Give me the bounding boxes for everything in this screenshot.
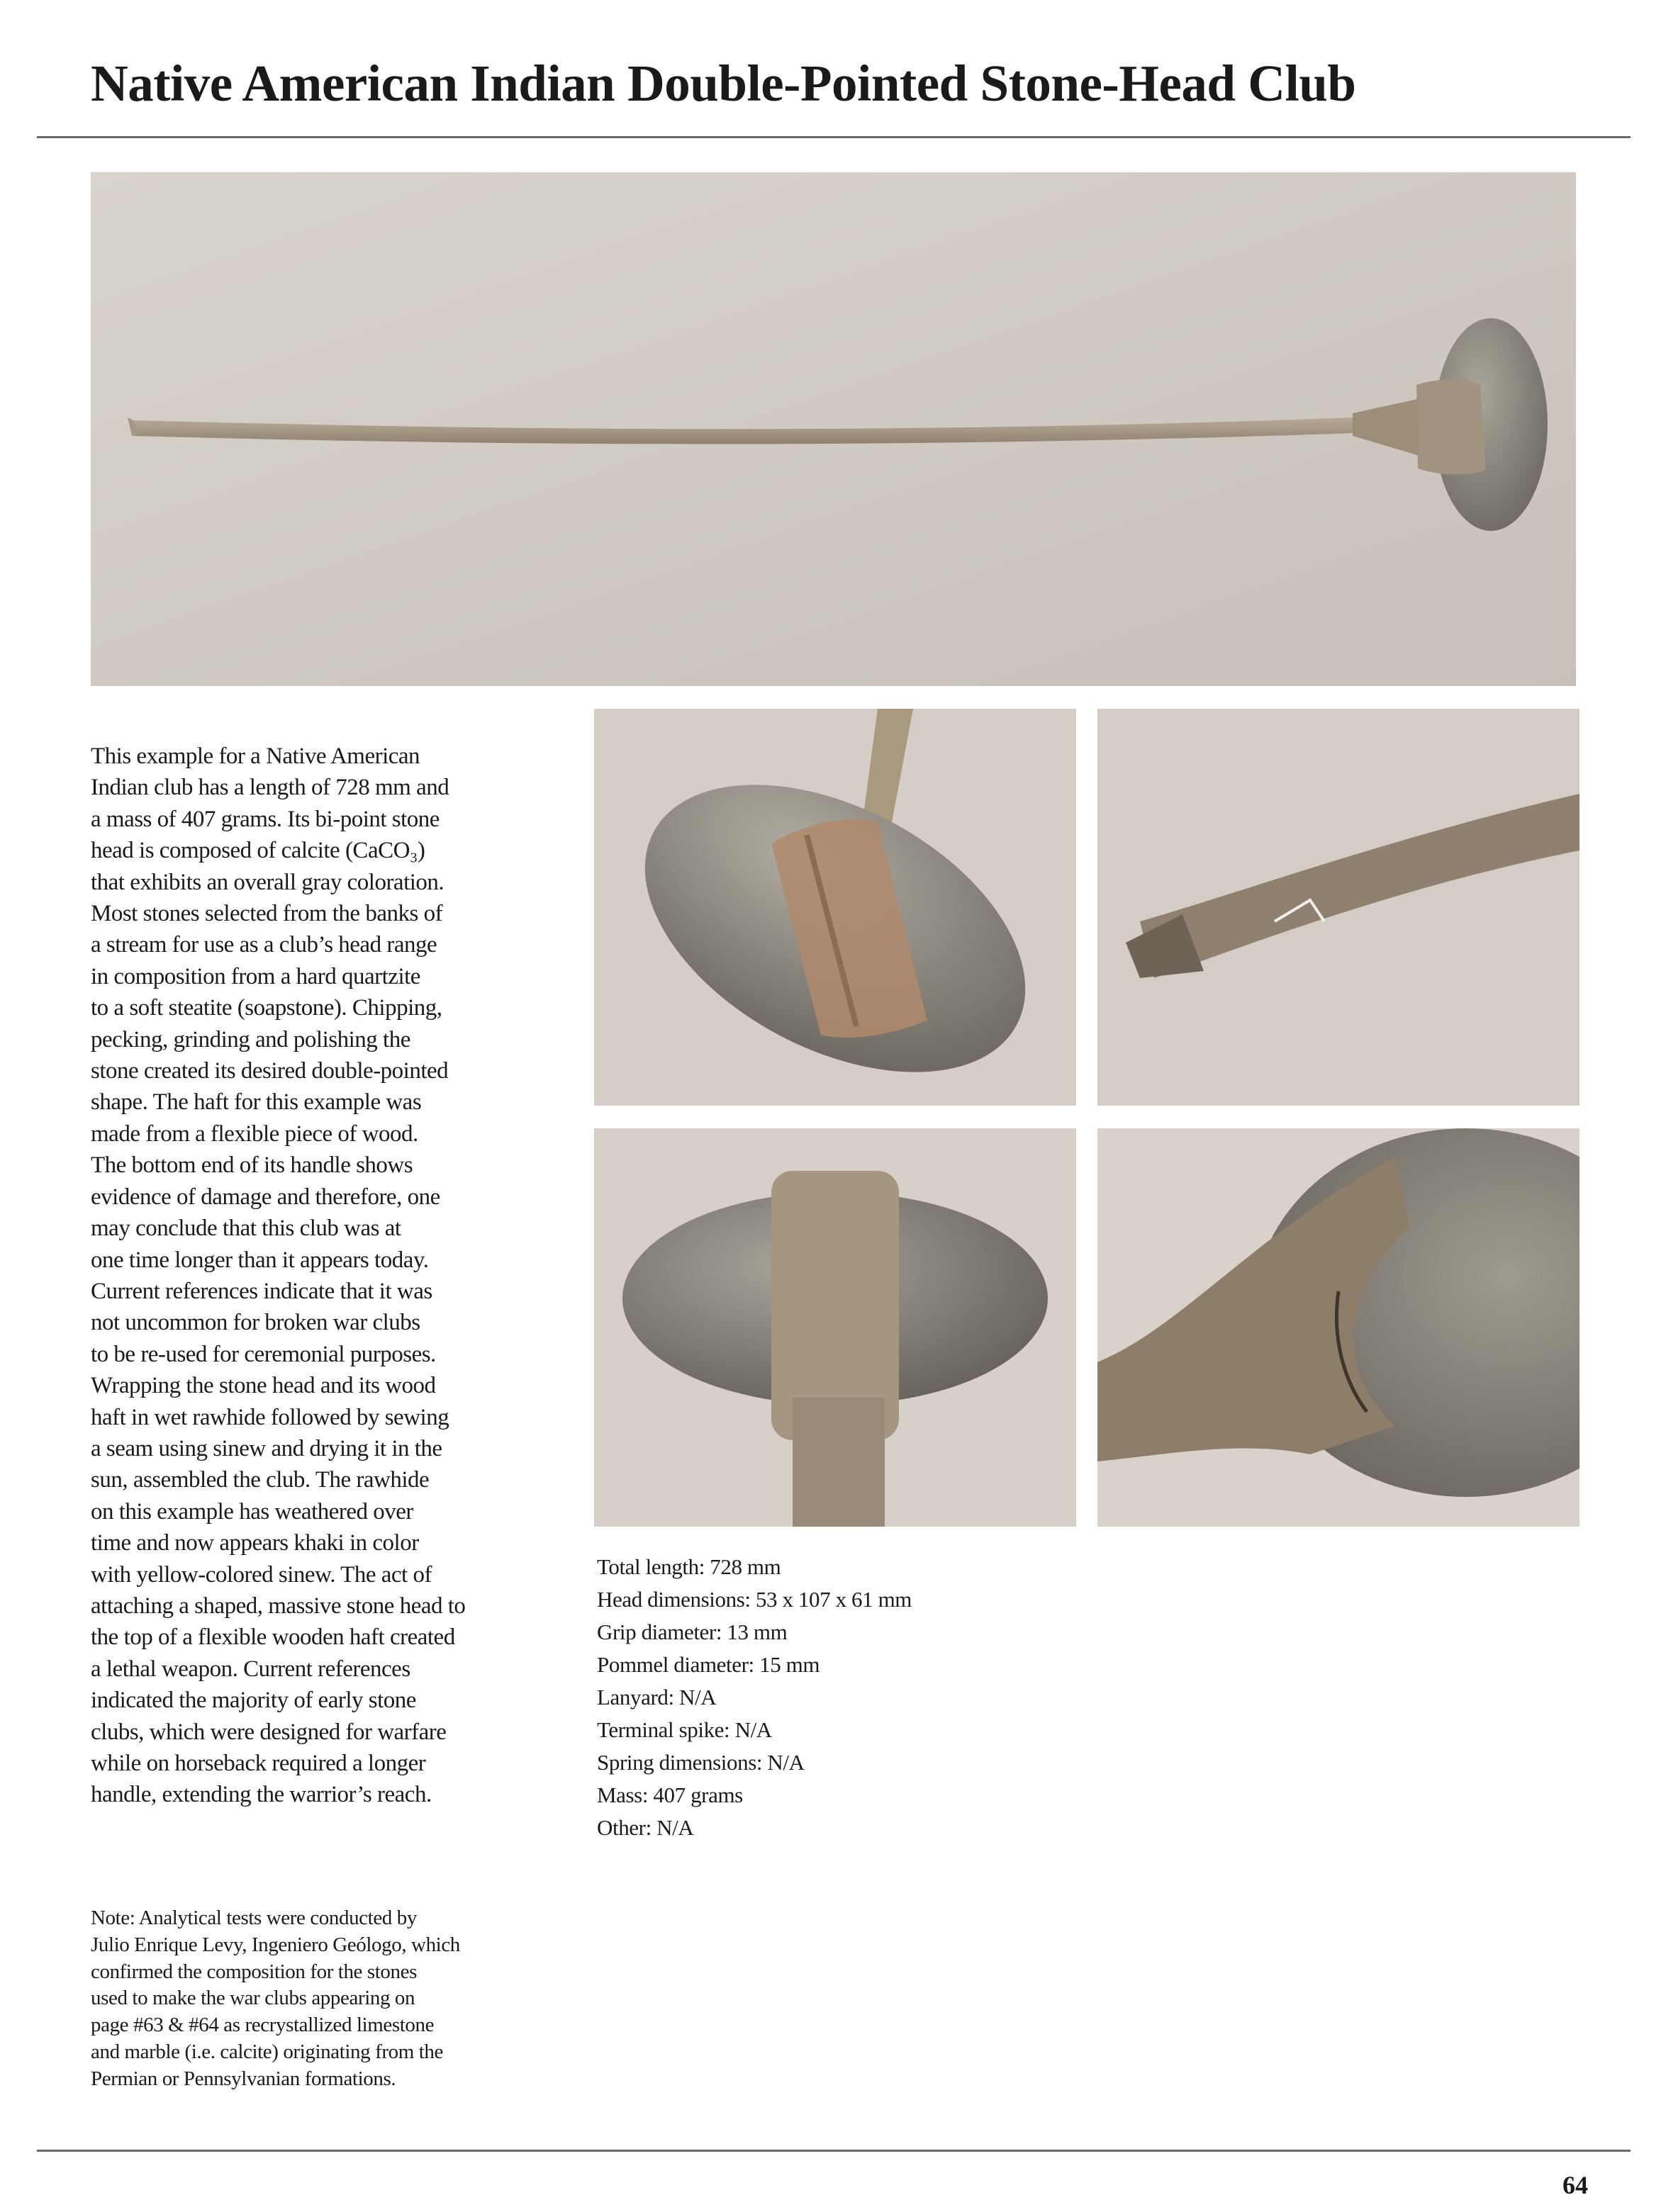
description-line: that exhibits an overall gray coloration.: [91, 869, 445, 895]
footer-rule: [37, 2150, 1631, 2152]
photo-head-angled: [594, 709, 1076, 1106]
description-line: clubs, which were designed for warfare: [91, 1719, 447, 1745]
description-line: head is composed of calcite (CaCO₃): [91, 838, 425, 864]
head-front-illustration: [594, 1128, 1076, 1527]
note-line: confirmed the composition for the stones: [91, 1960, 417, 1983]
spec-pommel-diameter: Pommel diameter: 15 mm: [597, 1652, 820, 1677]
note-line: and marble (i.e. calcite) originating from the: [91, 2040, 443, 2063]
description-line: on this example has weathered over: [91, 1498, 413, 1525]
description-line: a stream for use as a club’s head range: [91, 932, 437, 958]
description-line: a seam using sinew and drying it in the: [91, 1435, 442, 1461]
description-line: may conclude that this club was at: [91, 1216, 401, 1242]
note-line: used to make the war clubs appearing on: [91, 1987, 415, 2010]
spec-lanyard: Lanyard: N/A: [597, 1685, 717, 1709]
photo-full-club: [91, 172, 1576, 686]
description-line: in composition from a hard quartzite: [91, 963, 420, 989]
note-line: Permian or Pennsylvanian formations.: [91, 2067, 396, 2090]
description-line: This example for a Native American: [91, 743, 420, 769]
description-line: not uncommon for broken war clubs: [91, 1310, 420, 1336]
spec-head-dimensions: Head dimensions: 53 x 107 x 61 mm: [597, 1587, 912, 1612]
description-line: to be re-used for ceremonial purposes.: [91, 1341, 436, 1367]
description-line: a lethal weapon. Current references: [91, 1656, 410, 1682]
description-line: pecking, grinding and polishing the: [91, 1026, 410, 1052]
description-line: Indian club has a length of 728 mm and: [91, 775, 449, 801]
description-line: haft in wet rawhide followed by sewing: [91, 1404, 449, 1430]
photo-head-front: [594, 1128, 1076, 1527]
description-text: [91, 741, 559, 1811]
description-line: The bottom end of its handle shows: [91, 1152, 413, 1179]
description-line: while on horseback required a longer: [91, 1751, 426, 1776]
note-line: page #63 & #64 as recrystallized limestone: [91, 2014, 435, 2037]
description-line: shape. The haft for this example was: [91, 1089, 422, 1116]
description-line: with yellow-colored sinew. The act of: [91, 1561, 432, 1588]
head-angled-illustration: [594, 709, 1076, 1106]
seam-detail-illustration: [1097, 1128, 1580, 1527]
description-line: to a soft steatite (soapstone). Chipping,: [91, 995, 442, 1021]
note-line: Note: Analytical tests were conducted by: [91, 1907, 417, 1929]
note-line: Julio Enrique Levy, Ingeniero Geólogo, which: [91, 1933, 460, 1956]
club-illustration: [91, 172, 1576, 686]
handle-end-illustration: [1097, 709, 1580, 1106]
specifications-list: [597, 1551, 1093, 1844]
description-line: evidence of damage and therefore, one: [91, 1184, 440, 1210]
description-line: sun, assembled the club. The rawhide: [91, 1467, 430, 1493]
description-line: made from a flexible piece of wood.: [91, 1121, 418, 1147]
description-line: the top of a flexible wooden haft created: [91, 1624, 455, 1651]
photo-seam-detail: [1097, 1128, 1580, 1527]
description-line: stone created its desired double-pointed: [91, 1058, 449, 1084]
description-line: a mass of 407 grams. Its bi-point stone: [91, 806, 440, 832]
header-rule: [37, 136, 1631, 138]
description-line: attaching a shaped, massive stone head to: [91, 1593, 466, 1619]
page-number: 64: [1562, 2171, 1588, 2199]
description-line: Wrapping the stone head and its wood: [91, 1373, 436, 1399]
analysis-note: [91, 1905, 559, 2093]
spec-spring-dimensions: Spring dimensions: N/A: [597, 1750, 805, 1775]
description-line: time and now appears khaki in color: [91, 1530, 419, 1556]
description-line: Most stones selected from the banks of: [91, 901, 443, 927]
description-line: handle, extending the warrior’s reach.: [91, 1782, 432, 1808]
description-line: Current references indicate that it was: [91, 1278, 432, 1304]
description-line: indicated the majority of early stone: [91, 1688, 416, 1714]
spec-other: Other: N/A: [597, 1815, 694, 1840]
description-line: one time longer than it appears today.: [91, 1247, 429, 1273]
spec-grip-diameter: Grip diameter: 13 mm: [597, 1619, 788, 1644]
photo-handle-end: [1097, 709, 1580, 1106]
spec-total-length: Total length: 728 mm: [597, 1554, 781, 1579]
spec-mass: Mass: 407 grams: [597, 1782, 743, 1807]
spec-terminal-spike: Terminal spike: N/A: [597, 1717, 772, 1742]
page-title: Native American Indian Double-Pointed Stone-Head Club: [91, 55, 1356, 112]
